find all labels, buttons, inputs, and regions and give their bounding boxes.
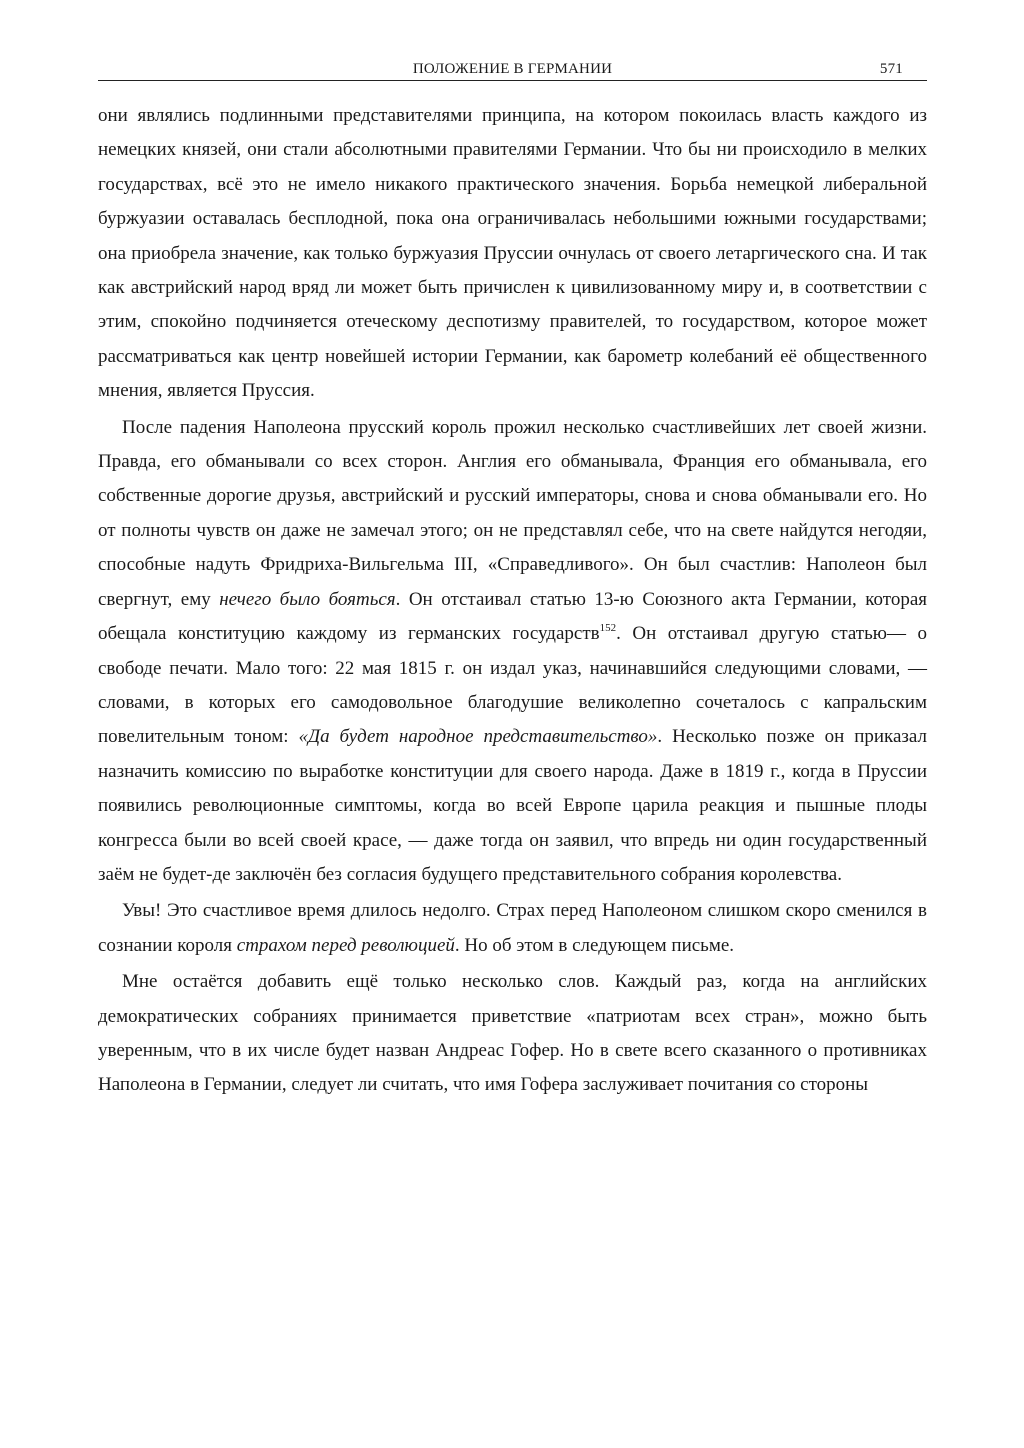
text-run: . Несколько позже он приказал назначить комиссию по выработке конституции для своего народа. Даже в 1819 г., когда в Пруссии появились революционные симптомы, когда во всей Европе царила реакция и пышные плоды конгресса были во всей своей красе, — даже тогда он заявил, что впредь ни один государственный заём не будет-де заключён без согласия будущего представительного собрания королевства. (98, 726, 927, 885)
running-head-title: ПОЛОЖЕНИЕ В ГЕРМАНИИ (412, 61, 613, 77)
footnote-reference: 152 (599, 622, 617, 635)
text-run: Мне остаётся добавить ещё только несколько слов. Каждый раз, когда на английских демократических собраниях принимается приветствие «патриотам всех стран», можно быть уверенным, что в их числе будет назван Андреас Гофер. Но в свете всего сказанного о противниках Наполеона в Германии, следует ли считать, что имя Гофера заслуживает почитания со стороны (98, 971, 927, 1096)
text-run: . Он отстаивал другую статью— о свободе печати. Мало того: 22 мая 1815 г. он издал указ, начинавшийся следующими словами, — словами, в которых его самодовольное благодушие великолепно сочеталось с капральским повелительным тоном: (98, 623, 927, 748)
text-run: они являлись подлинными представителями принципа, на котором покоилась власть каждого из немецких князей, они стали абсолютными правителями Германии. Что бы ни происходило в мелких государствах, всё это не имело никакого практического значения. Борьба немецкой либеральной буржуазии оставалась бесплодной, пока она ограничивалась небольшими южными государствами; она приобрела значение, как только буржуазия Пруссии очнулась от своего летаргического сна. И так как австрийский народ вряд ли может быть причислен к цивилизованному миру и, в соответствии с этим, спокойно подчиняется отеческому деспотизму правителей, то государством, которое может рассматриваться как центр новейшей истории Германии, как барометр колебаний её общественного мнения, является Пруссия. (98, 105, 927, 402)
paragraph (98, 894, 927, 963)
text-run: Увы! Это счастливое время длилось недолго. Страх перед Наполеоном слишком скоро сменился в сознании короля (98, 900, 927, 956)
text-run: После падения Наполеона прусский король прожил несколько счастливейших лет своей жизни. Правда, его обманывали со всех сторон. Англия его обманывала, Франция его обманывала, его собственные дорогие друзья, австрийский и русский императоры, снова и снова обманывали его. Но от полноты чувств он даже не замечал этого; он не представлял себе, что на свете найдутся негодяи, способные надуть Фридриха-Вильгельма III, «Справедливого». Он был счастлив: Наполеон был свергнут, ему (98, 416, 927, 610)
page-number: 571 (879, 61, 903, 77)
paragraph (98, 965, 927, 1103)
body-text (98, 99, 927, 1103)
italic-phrase: нечего было бояться (219, 588, 396, 610)
paragraph (98, 99, 927, 409)
italic-phrase: «Да будет народное представительство» (298, 726, 658, 748)
paragraph (98, 411, 927, 893)
text-run: . Но об этом в следующем письме. (454, 934, 735, 956)
italic-phrase: страхом перед революцией (236, 934, 455, 956)
text-run: . Он отстаивал статью 13-ю Союзного акта Германии, которая обещала конституцию каждому из германских государств (98, 588, 927, 645)
running-header (98, 60, 927, 81)
document-page (98, 60, 927, 1105)
